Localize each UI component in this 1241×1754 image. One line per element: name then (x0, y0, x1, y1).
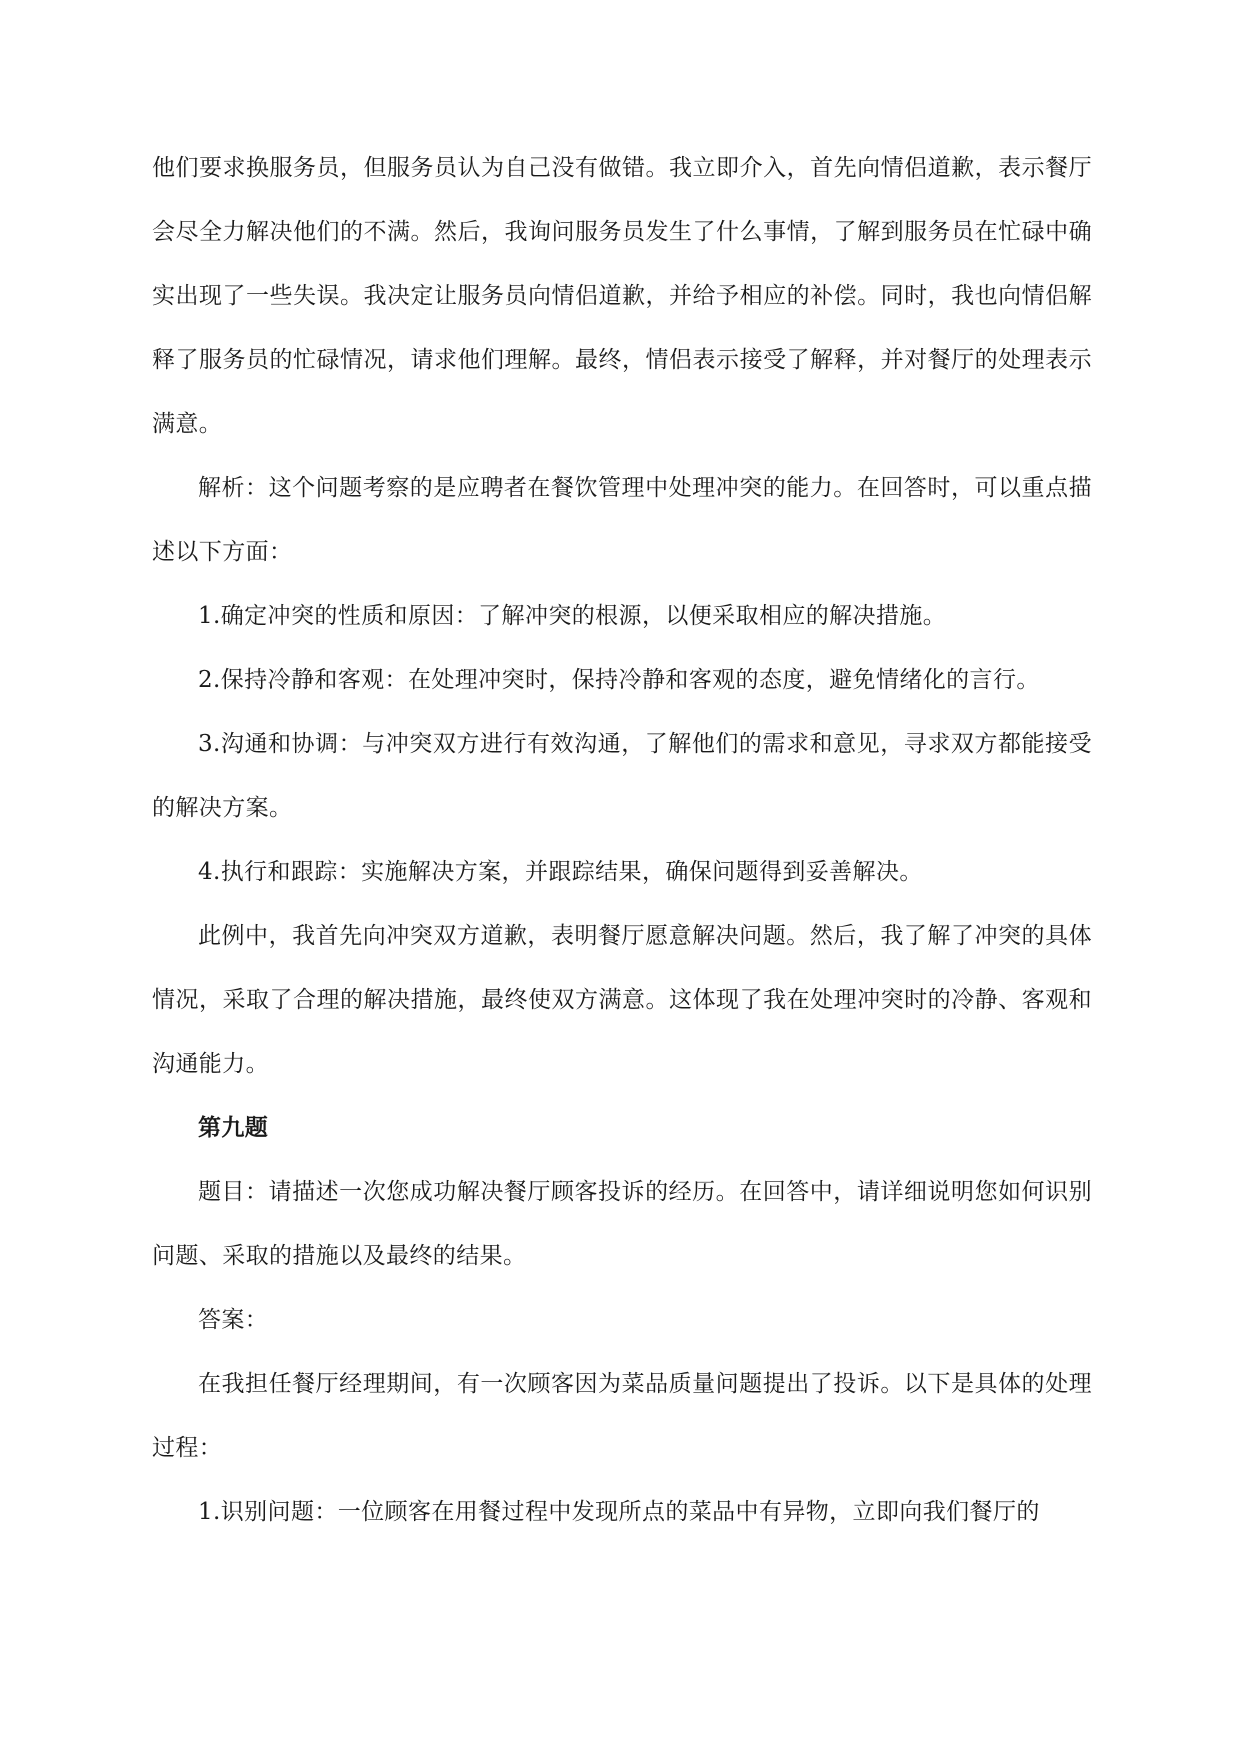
list-item-identify: 1.识别问题：一位顾客在用餐过程中发现所点的菜品中有异物，立即向我们餐厅的 (198, 1499, 1040, 1525)
paragraph-answer-label: 答案： (198, 1307, 269, 1333)
list-item-4: 4.执行和跟踪：实施解决方案，并跟踪结果，确保问题得到妥善解决。 (198, 859, 923, 885)
paragraph-answer-intro: 在我担任餐厅经理期间，有一次顾客因为菜品质量问题提出了投诉。以下是具体的处理过程： (152, 1371, 1092, 1461)
paragraph-question: 题目：请描述一次您成功解决餐厅顾客投诉的经历。在回答中，请详细说明您如何识别问题、采取的措施以及最终的结果。 (152, 1179, 1092, 1269)
list-item-3: 3.沟通和协调：与冲突双方进行有效沟通，了解他们的需求和意见，寻求双方都能接受的解决方案。 (152, 731, 1092, 821)
paragraph-summary: 此例中，我首先向冲突双方道歉，表明餐厅愿意解决问题。然后，我了解了冲突的具体情况，采取了合理的解决措施，最终使双方满意。这体现了我在处理冲突时的冷静、客观和沟通能力。 (152, 923, 1092, 1077)
document-body (152, 136, 1092, 1544)
paragraph-continuation: 他们要求换服务员，但服务员认为自己没有做错。我立即介入，首先向情侣道歉，表示餐厅会尽全力解决他们的不满。然后，我询问服务员发生了什么事情，了解到服务员在忙碌中确实出现了一些失误。我决定让服务员向情侣道歉，并给予相应的补偿。同时，我也向情侣解释了服务员的忙碌情况，请求他们理解。最终，情侣表示接受了解释，并对餐厅的处理表示满意。 (152, 155, 1092, 437)
list-item-1: 1.确定冲突的性质和原因：了解冲突的根源，以便采取相应的解决措施。 (198, 603, 947, 629)
section-heading: 第九题 (198, 1114, 269, 1141)
paragraph-analysis: 解析：这个问题考察的是应聘者在餐饮管理中处理冲突的能力。在回答时，可以重点描述以下方面： (152, 475, 1092, 565)
list-item-2: 2.保持冷静和客观：在处理冲突时，保持冷静和客观的态度，避免情绪化的言行。 (198, 667, 1040, 693)
